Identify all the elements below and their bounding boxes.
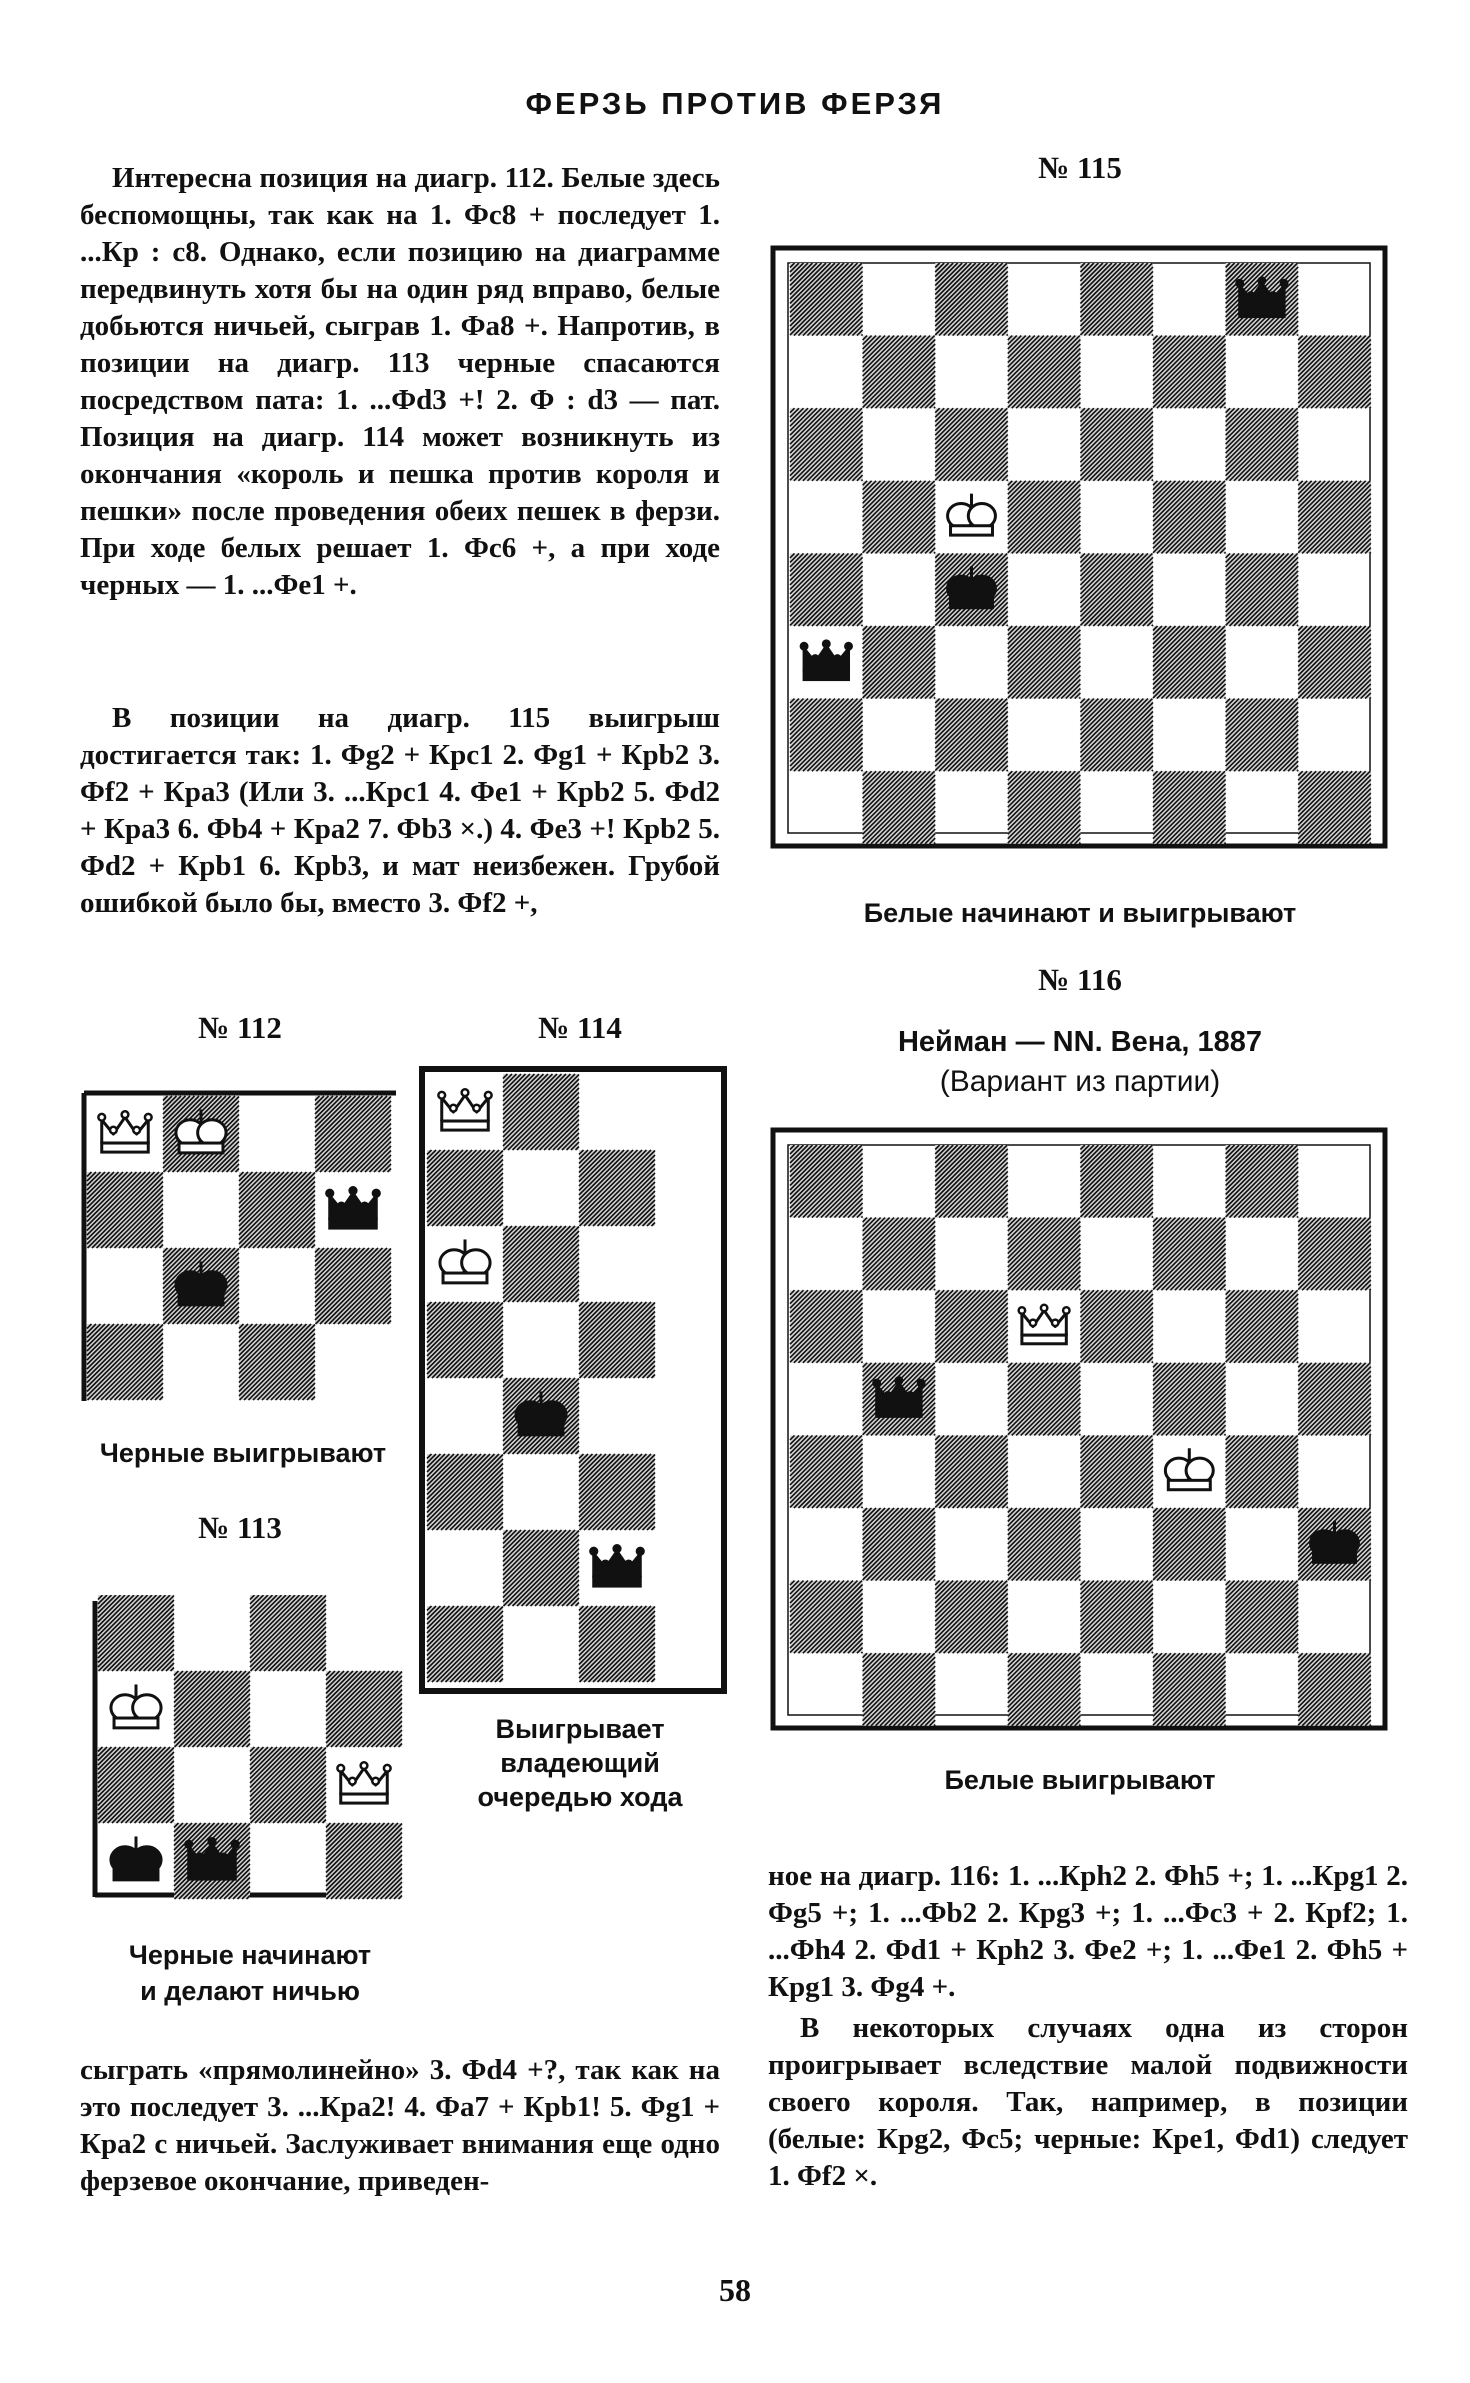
- dark-square: [1298, 771, 1371, 844]
- dark-square: [863, 1218, 936, 1291]
- dark-square: [1008, 626, 1081, 699]
- black-queen-icon: [873, 1377, 924, 1416]
- dark-square: [1008, 336, 1081, 409]
- white-queen-icon: [98, 1111, 151, 1152]
- dark-square: [1298, 626, 1371, 699]
- dark-square: [790, 1581, 863, 1654]
- white-queen-icon: [1019, 1305, 1070, 1344]
- diagram-112-board: [80, 1085, 400, 1405]
- dark-square: [503, 1530, 579, 1606]
- paragraph-3: сыграть «прямолинейно» 3. Фd4 +?, так как на это последует 3. ...Кра2! 4. Фа7 + Крb1! 5. Фg1 + Кра2 с ничьей. Заслуживает внимания еще одно ферзевое окончание, приведен-: [80, 2054, 720, 2197]
- diagram-114-board: [418, 1065, 728, 1695]
- black-queen-icon: [590, 1545, 643, 1586]
- dark-square: [579, 1302, 655, 1378]
- diagram-113-label: № 113: [198, 1510, 282, 1545]
- diagram-113-caption-line2: и делают ничью: [140, 1976, 360, 2006]
- dark-square: [935, 1145, 1008, 1218]
- dark-square: [1008, 771, 1081, 844]
- dark-square: [87, 1172, 163, 1248]
- diagram-114-caption-line1: Выигрывает: [495, 1714, 665, 1744]
- dark-square: [427, 1302, 503, 1378]
- page-title: ФЕРЗЬ ПРОТИВ ФЕРЗЯ: [525, 86, 945, 121]
- dark-square: [1080, 1581, 1153, 1654]
- dark-square: [1226, 553, 1299, 626]
- dark-square: [1008, 1218, 1081, 1291]
- dark-square: [1080, 1290, 1153, 1363]
- diagram-112-caption: Черные выигрывают: [99, 1438, 387, 1468]
- black-king-icon: [111, 1836, 161, 1879]
- dark-square: [863, 481, 936, 554]
- diagram-115-board: [770, 245, 1390, 850]
- black-queen-icon: [326, 1187, 379, 1228]
- dark-square: [935, 263, 1008, 336]
- dark-square: [790, 699, 863, 772]
- dark-square: [1008, 1653, 1081, 1726]
- dark-square: [790, 553, 863, 626]
- dark-square: [1153, 1508, 1226, 1581]
- dark-square: [1080, 1435, 1153, 1508]
- dark-square: [1080, 553, 1153, 626]
- dark-square: [1080, 408, 1153, 481]
- dark-square: [427, 1454, 503, 1530]
- paragraph-5: В некоторых случаях одна из сторон проигрывает вследствие малой подвижности своего короля. Так, например, в позиции (белые: Крg2, Фс5; черные: Крe1, Фd1) следует 1. Фf2 ×.: [768, 2012, 1408, 2192]
- dark-square: [790, 408, 863, 481]
- diagram-116-board: [770, 1127, 1390, 1732]
- dark-square: [1298, 481, 1371, 554]
- diagram-114-caption-line2: владеющий: [500, 1748, 660, 1778]
- dark-square: [98, 1595, 174, 1671]
- paragraph-1: Интересна позиция на диагр. 112. Белые здесь беспомощны, так как на 1. Фс8 + последует 1. ...Кр : с8. Однако, если позицию на диаграмме передвинуть хотя бы на один ряд вправо, белые добьются ничьей, сыграв 1. Фа8 +. Напротив, в позиции на диагр. 113 черные спасаются посредством пата: 1. ...Фd3 +! 2. Ф : d3 — пат. Позиция на диагр. 114 может возникнуть из окончания «король и пешка против короля и пешки» после проведения обеих пешек в ферзи. При ходе белых решает 1. Фс6 +, а при ходе черных — 1. ...Фе1 +.: [80, 162, 720, 601]
- dark-square: [1008, 481, 1081, 554]
- dark-square: [790, 1145, 863, 1218]
- diagram-114-caption-line3: очередью хода: [477, 1782, 683, 1812]
- diagram-114-caption: [430, 1712, 730, 1814]
- dark-square: [1153, 1653, 1226, 1726]
- dark-square: [935, 699, 1008, 772]
- dark-square: [250, 1595, 326, 1671]
- dark-square: [935, 408, 1008, 481]
- black-queen-icon: [801, 641, 852, 680]
- dark-square: [87, 1324, 163, 1400]
- dark-square: [326, 1671, 402, 1747]
- dark-square: [1226, 1290, 1299, 1363]
- dark-square: [1298, 1218, 1371, 1291]
- dark-square: [579, 1606, 655, 1682]
- dark-square: [863, 771, 936, 844]
- dark-square: [315, 1248, 391, 1324]
- paragraph-4: ное на диагр. 116: 1. ...Крh2 2. Фh5 +; 1. ...Крg1 2. Фg5 +; 1. ...Фb2 2. Крg3 +; 1. ...Фс3 + 2. Крf2; 1. ...Фh4 2. Фd1 + Крh2 3. Фе2 +; 1. ...Фе1 2. Фh5 + Крg1 3. Фg4 +.: [768, 1860, 1408, 2003]
- dark-square: [790, 1435, 863, 1508]
- dark-square: [1226, 699, 1299, 772]
- diagram-113-caption: [90, 1937, 410, 2009]
- white-king-icon: [440, 1239, 490, 1282]
- white-king-icon: [111, 1684, 161, 1727]
- dark-square: [1226, 1581, 1299, 1654]
- dark-square: [863, 626, 936, 699]
- dark-square: [503, 1074, 579, 1150]
- paragraph-2: В позиции на диагр. 115 выигрыш достигается так: 1. Фg2 + Крс1 2. Фg1 + Крb2 3. Фf2 + Кра3 (Или 3. ...Крс1 4. Фе1 + Крb2 5. Фd2 + Кра3 6. Фb4 + Кра2 7. Фb3 ×.) 4. Фе3 +! Крb2 5. Фd2 + Крb1 6. Крb3, и мат неизбежен. Грубой ошибкой было бы, вместо 3. Фf2 +,: [80, 702, 720, 919]
- dark-square: [863, 1653, 936, 1726]
- dark-square: [1226, 1145, 1299, 1218]
- white-queen-icon: [337, 1762, 390, 1803]
- dark-square: [1008, 1508, 1081, 1581]
- dark-square: [1153, 771, 1226, 844]
- dark-square: [503, 1226, 579, 1302]
- dark-square: [790, 263, 863, 336]
- dark-square: [239, 1324, 315, 1400]
- white-king-icon: [948, 494, 996, 535]
- dark-square: [1298, 1653, 1371, 1726]
- dark-square: [579, 1150, 655, 1226]
- dark-square: [935, 1435, 1008, 1508]
- black-queen-icon: [1236, 278, 1287, 317]
- dark-square: [174, 1671, 250, 1747]
- dark-square: [427, 1606, 503, 1682]
- dark-square: [863, 336, 936, 409]
- diagram-115-label: № 115: [1038, 150, 1122, 185]
- white-king-icon: [1165, 1448, 1213, 1489]
- diagram-112-label: № 112: [198, 1010, 282, 1045]
- diagram-113-board: [90, 1595, 410, 1905]
- dark-square: [863, 1508, 936, 1581]
- dark-square: [1080, 1145, 1153, 1218]
- dark-square: [1226, 408, 1299, 481]
- dark-square: [790, 1290, 863, 1363]
- dark-square: [1226, 1435, 1299, 1508]
- dark-square: [1298, 336, 1371, 409]
- dark-square: [579, 1454, 655, 1530]
- dark-square: [935, 1581, 1008, 1654]
- diagram-116-players: Нейман — NN. Вена, 1887: [897, 1026, 1263, 1058]
- white-queen-icon: [438, 1089, 491, 1130]
- diagram-116-caption: Белые выигрывают: [944, 1765, 1216, 1795]
- dark-square: [935, 1290, 1008, 1363]
- dark-square: [1153, 481, 1226, 554]
- dark-square: [1298, 1363, 1371, 1436]
- dark-square: [1080, 263, 1153, 336]
- dark-square: [1008, 1363, 1081, 1436]
- dark-square: [1080, 699, 1153, 772]
- page-number: 58: [719, 2272, 751, 2308]
- dark-square: [250, 1747, 326, 1823]
- diagram-116-label: № 116: [1038, 962, 1122, 997]
- dark-square: [315, 1096, 391, 1172]
- dark-square: [1153, 1363, 1226, 1436]
- diagram-113-caption-line1: Черные начинают: [128, 1940, 372, 1970]
- dark-square: [98, 1747, 174, 1823]
- dark-square: [326, 1823, 402, 1899]
- dark-square: [1153, 626, 1226, 699]
- dark-square: [1153, 1218, 1226, 1291]
- diagram-116-subtitle: (Вариант из партии): [939, 1065, 1221, 1098]
- dark-square: [239, 1172, 315, 1248]
- dark-square: [427, 1150, 503, 1226]
- diagram-115-caption: Белые начинают и выигрывают: [863, 898, 1297, 928]
- dark-square: [1153, 336, 1226, 409]
- diagram-114-label: № 114: [538, 1010, 622, 1045]
